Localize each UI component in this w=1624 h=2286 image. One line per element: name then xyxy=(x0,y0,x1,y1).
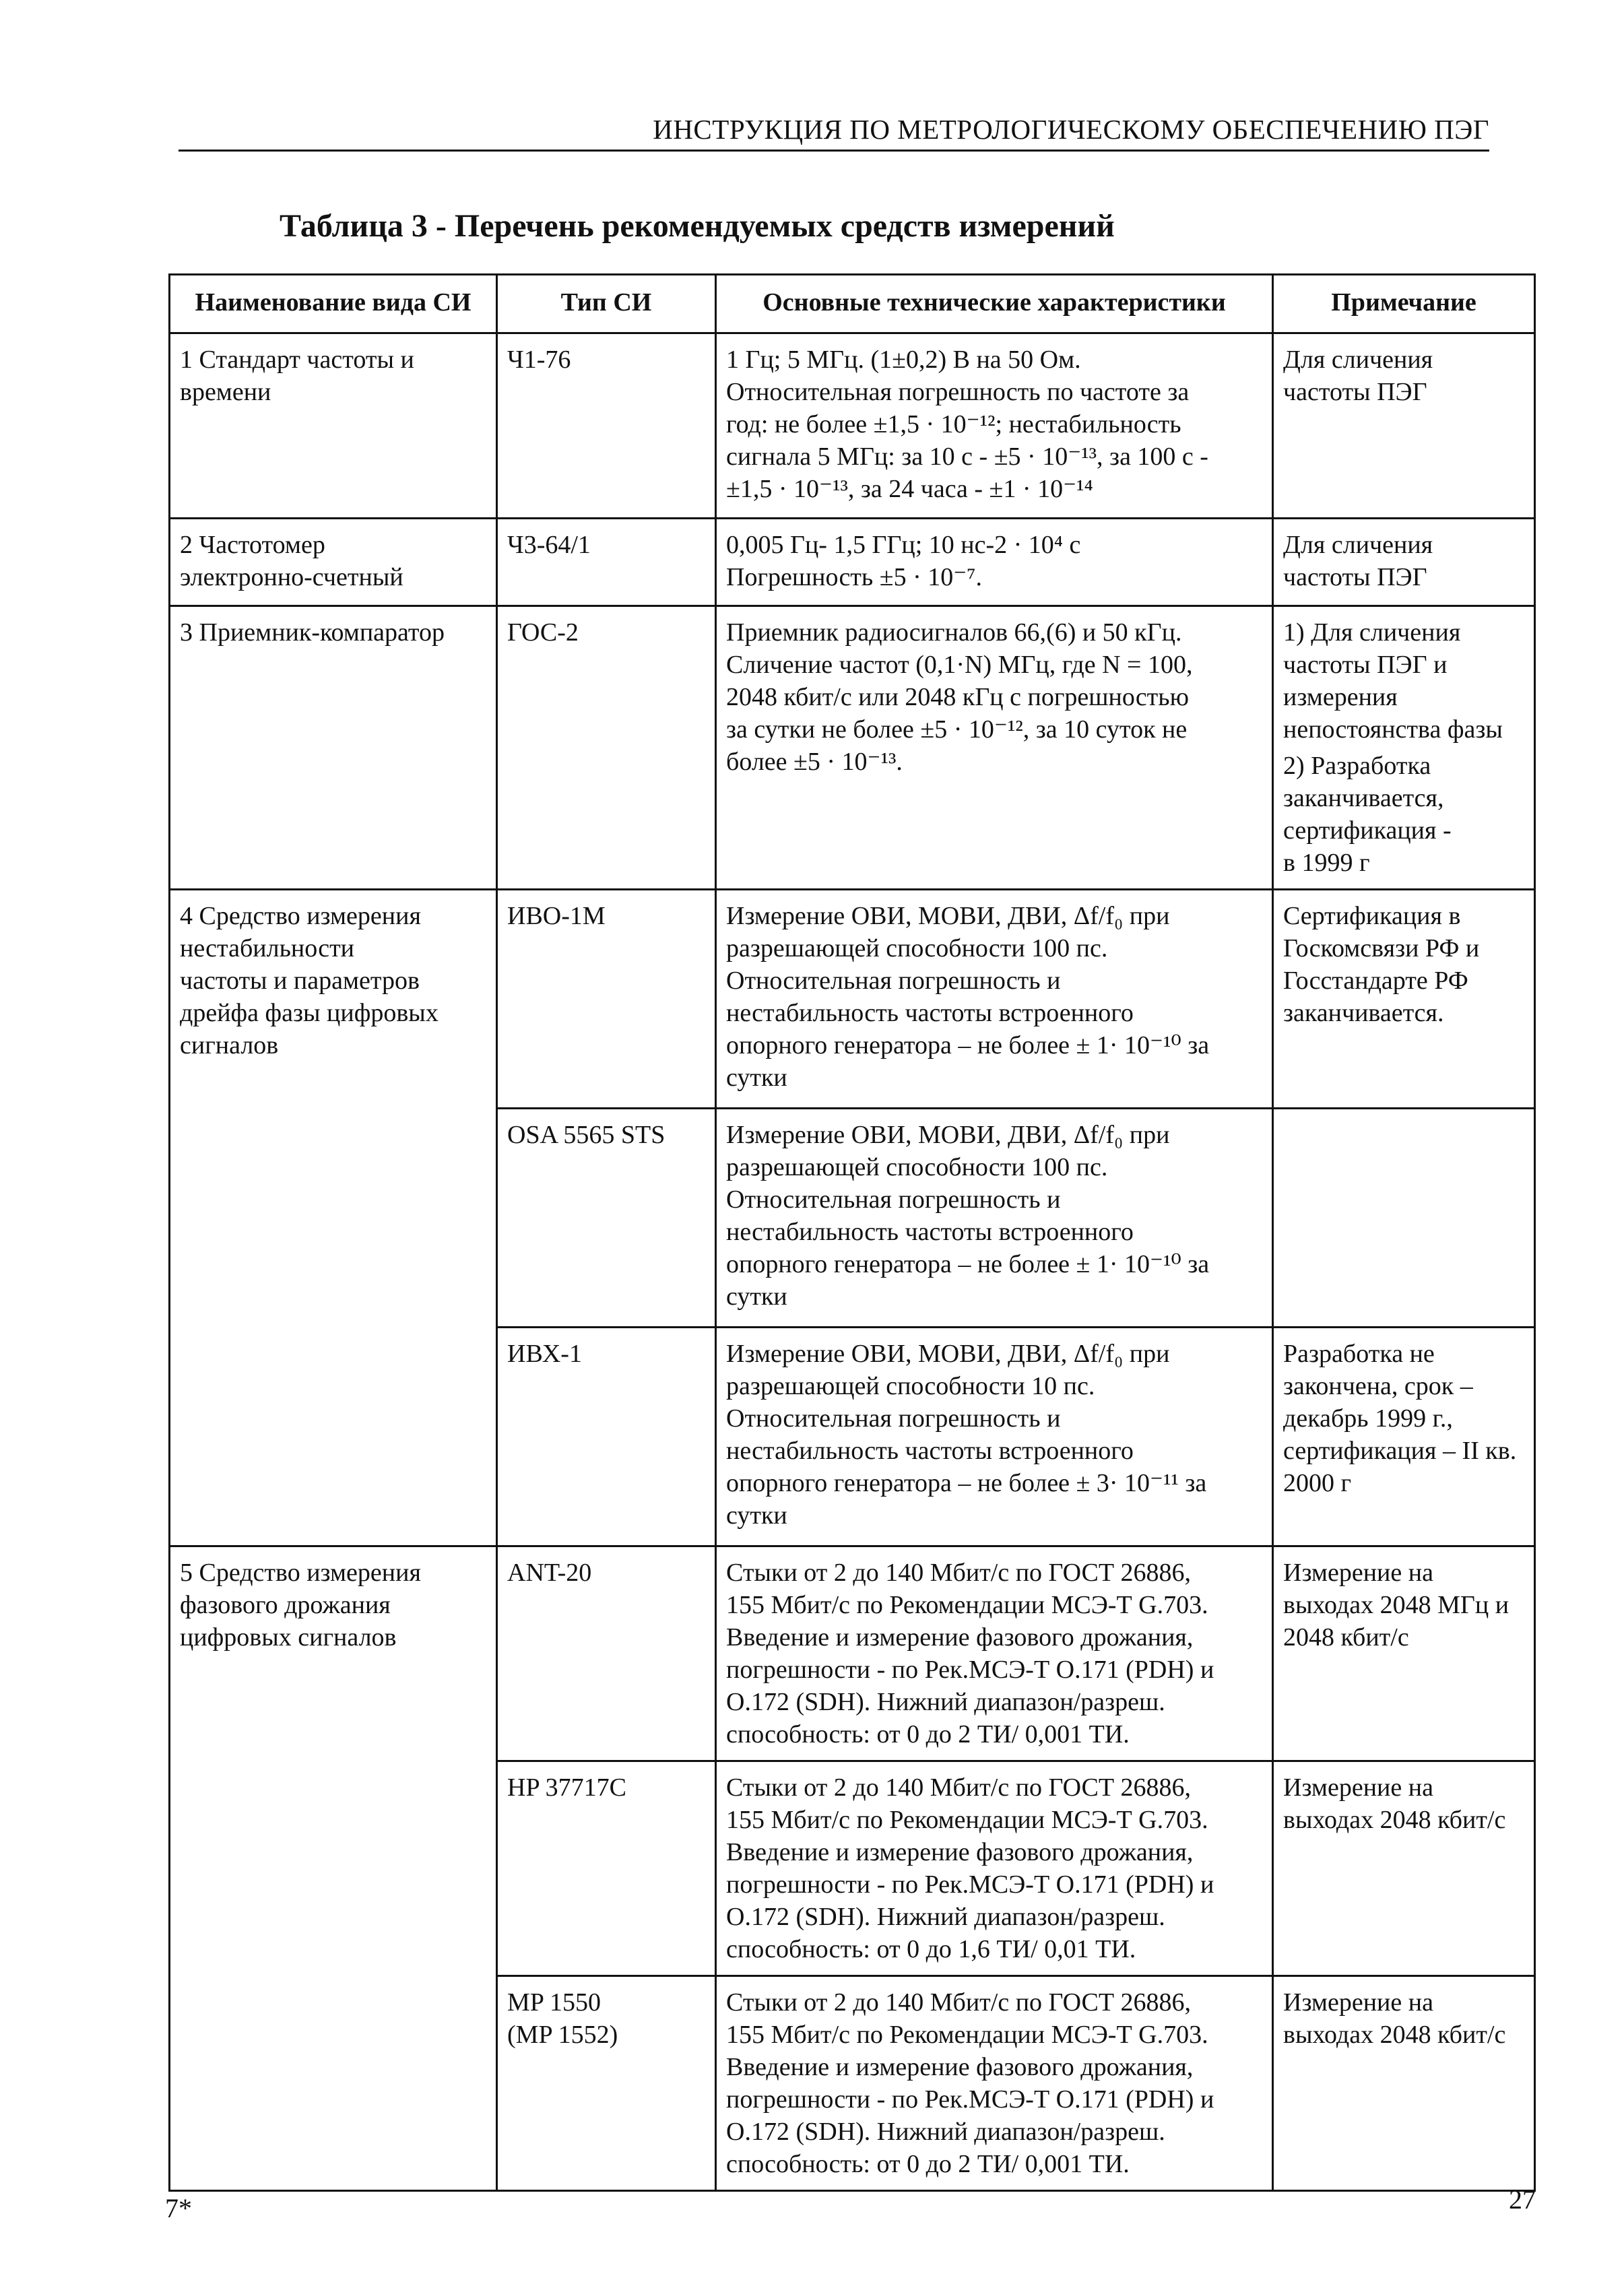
cell-spec: Измерение ОВИ, МОВИ, ДВИ, Δf/f₀ при разрешающей способности 100 пс. Относительная погрешность и нестабильность частоты встроенного опорного генератора – не более ± 1· 10⁻¹⁰ за сутки xyxy=(716,890,1273,1109)
page-number: 27 xyxy=(1509,2184,1536,2215)
cell-spec: Стыки от 2 до 140 Мбит/с по ГОСТ 26886, 155 Мбит/с по Рекомендации МСЭ-Т G.703. Введение и измерение фазового дрожания, погрешности - по Рек.МСЭ-Т О.171 (PDH) и О.172 (SDH). Нижний диапазон/разреш. способность: от 0 до 2 ТИ/ 0,001 ТИ. xyxy=(716,1976,1273,2191)
running-header: ИНСТРУКЦИЯ ПО МЕТРОЛОГИЧЕСКОМУ ОБЕСПЕЧЕНИЮ ПЭГ xyxy=(178,113,1489,152)
table-row xyxy=(170,606,1535,890)
cell-type: ГОС-2 xyxy=(497,606,716,890)
cell-spec: 1 Гц; 5 МГц. (1±0,2) В на 50 Ом. Относительная погрешность по частоте за год: не более ±1,5 · 10⁻¹²; нестабильность сигнала 5 МГц: за 10 с - ±5 · 10⁻¹³, за 100 с - ±1,5 · 10⁻¹³, за 24 часа - ±1 · 10⁻¹⁴ xyxy=(716,333,1273,519)
cell-name: 2 Частотомер электронно-счетный xyxy=(170,519,497,606)
cell-type: ИВХ-1 xyxy=(497,1328,716,1546)
cell-note: Измерение на выходах 2048 кбит/с xyxy=(1273,1976,1535,2191)
cell-note: Сертификация в Госкомсвязи РФ и Госстандарте РФ заканчивается. xyxy=(1273,890,1535,1109)
cell-note xyxy=(1273,606,1535,890)
cell-note xyxy=(1273,1109,1535,1328)
instruments-table xyxy=(168,273,1536,2192)
table-title: Таблица 3 - Перечень рекомендуемых средств измерений xyxy=(280,208,1115,244)
cell-spec: Стыки от 2 до 140 Мбит/с по ГОСТ 26886, 155 Мбит/с по Рекомендации МСЭ-Т G.703. Введение и измерение фазового дрожания, погрешности - по Рек.МСЭ-Т О.171 (PDH) и О.172 (SDH). Нижний диапазон/разреш. способность: от 0 до 1,6 ТИ/ 0,01 ТИ. xyxy=(716,1761,1273,1976)
column-header-type: Тип СИ xyxy=(497,275,716,333)
cell-note: Измерение на выходах 2048 кбит/с xyxy=(1273,1761,1535,1976)
cell-spec: Измерение ОВИ, МОВИ, ДВИ, Δf/f₀ при разрешающей способности 10 пс. Относительная погрешность и нестабильность частоты встроенного опорного генератора – не более ± 3· 10⁻¹¹ за сутки xyxy=(716,1328,1273,1546)
cell-note: Разработка не закончена, срок – декабрь 1999 г., сертификация – II кв. 2000 г xyxy=(1273,1328,1535,1546)
cell-spec: Стыки от 2 до 140 Мбит/с по ГОСТ 26886, 155 Мбит/с по Рекомендации МСЭ-Т G.703. Введение и измерение фазового дрожания, погрешности - по Рек.МСЭ-Т О.171 (PDH) и О.172 (SDH). Нижний диапазон/разреш. способность: от 0 до 2 ТИ/ 0,001 ТИ. xyxy=(716,1546,1273,1761)
table-row xyxy=(170,1546,1535,1761)
cell-type: HP 37717C xyxy=(497,1761,716,1976)
cell-note: Измерение на выходах 2048 МГц и 2048 кбит/с xyxy=(1273,1546,1535,1761)
cell-note: Для сличения частоты ПЭГ xyxy=(1273,519,1535,606)
table-row xyxy=(170,519,1535,606)
cell-type: OSA 5565 STS xyxy=(497,1109,716,1328)
cell-spec: 0,005 Гц- 1,5 ГГц; 10 нс-2 · 10⁴ с Погрешность ±5 · 10⁻⁷. xyxy=(716,519,1273,606)
cell-spec: Измерение ОВИ, МОВИ, ДВИ, Δf/f₀ при разрешающей способности 100 пс. Относительная погрешность и нестабильность частоты встроенного опорного генератора – не более ± 1· 10⁻¹⁰ за сутки xyxy=(716,1109,1273,1328)
column-header-name: Наименование вида СИ xyxy=(170,275,497,333)
column-header-spec: Основные технические характеристики xyxy=(716,275,1273,333)
note-item: 1) Для сличения частоты ПЭГ и измерения непостоянства фазы xyxy=(1283,618,1503,744)
table-row xyxy=(170,333,1535,519)
cell-type: Ч1-76 xyxy=(497,333,716,519)
footer-mark: 7* xyxy=(165,2193,192,2223)
cell-note: Для сличения частоты ПЭГ xyxy=(1273,333,1535,519)
table-header-row xyxy=(170,275,1535,333)
cell-name: 4 Средство измерения нестабильности частоты и параметров дрейфа фазы цифровых сигналов xyxy=(170,890,497,1546)
cell-name: 5 Средство измерения фазового дрожания цифровых сигналов xyxy=(170,1546,497,2191)
cell-name: 1 Стандарт частоты и времени xyxy=(170,333,497,519)
cell-type: MP 1550 (MP 1552) xyxy=(497,1976,716,2191)
cell-name: 3 Приемник-компаратор xyxy=(170,606,497,890)
note-item: 2) Разработка заканчивается, сертификация - в 1999 г xyxy=(1283,752,1452,877)
cell-type: ИВО-1М xyxy=(497,890,716,1109)
cell-type: Ч3-64/1 xyxy=(497,519,716,606)
column-header-note: Примечание xyxy=(1273,275,1535,333)
cell-type: ANT-20 xyxy=(497,1546,716,1761)
table-row xyxy=(170,890,1535,1109)
cell-spec: Приемник радиосигналов 66,(6) и 50 кГц. Сличение частот (0,1·N) МГц, где N = 100, 2048 кбит/с или 2048 кГц с погрешностью за сутки не более ±5 · 10⁻¹², за 10 суток не более ±5 · 10⁻¹³. xyxy=(716,606,1273,890)
